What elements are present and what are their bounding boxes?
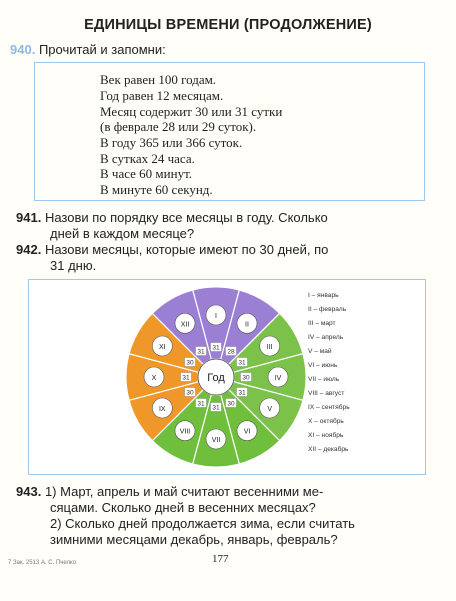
task-line: 1) Март, апрель и май считают весенними ме-: [44, 484, 324, 499]
month-roman-label: IX: [158, 406, 166, 413]
task-number: 942.: [16, 242, 42, 257]
month-roman-label: XII: [180, 321, 190, 329]
legend-item: II – февраль: [308, 306, 347, 313]
legend-item: X – октябрь: [308, 418, 344, 425]
legend-item: I – январь: [308, 292, 339, 299]
month-days-label: 31: [182, 374, 190, 382]
month-days-label: 31: [197, 348, 205, 356]
task-line: Назови по порядку все месяцы в году. Сколько: [44, 210, 328, 225]
rule-line: В сутках 24 часа.: [100, 151, 195, 166]
months-legend: [308, 292, 423, 472]
legend-item: VII – июль: [308, 376, 340, 383]
legend-item: VIII – август: [308, 390, 345, 397]
month-roman-label: IV: [274, 375, 282, 382]
task-number: 940.: [10, 42, 36, 57]
month-roman-label: X: [151, 375, 157, 382]
month-roman-label: XI: [158, 344, 166, 351]
task-line: Назови месяцы, которые имеют по 30 дней, по: [44, 242, 329, 257]
month-roman-label: V: [267, 406, 273, 413]
page-number: 177: [212, 553, 229, 565]
month-days-label: 31: [212, 404, 220, 412]
month-roman-label: VI: [243, 428, 251, 436]
task-942: [16, 242, 328, 257]
wheel-center-label: Год: [207, 372, 225, 384]
rule-line: В часе 60 минут.: [100, 166, 193, 181]
page-title: ЕДИНИЦЫ ВРЕМЕНИ (ПРОДОЛЖЕНИЕ): [84, 17, 372, 33]
rule-line: Год равен 12 месяцам.: [100, 88, 224, 103]
month-days-label: 30: [186, 359, 194, 367]
month-days-label: 31: [238, 359, 246, 367]
legend-item: III – март: [308, 320, 336, 327]
task-line: дней в каждом месяце?: [50, 226, 195, 241]
month-days-label: 31: [238, 389, 246, 397]
month-days-label: 30: [242, 374, 250, 382]
rule-line: В минуте 60 секунд.: [100, 182, 213, 197]
month-roman-label: VII: [211, 437, 221, 444]
month-days-label: 30: [186, 389, 194, 397]
month-days-label: 31: [197, 400, 205, 408]
footer-imprint: 7 Зак. 2513 А. С. Пчелко: [8, 560, 77, 566]
months-figure: [28, 279, 426, 475]
months-wheel: [106, 281, 326, 471]
task-941: [16, 210, 328, 225]
month-roman-label: I: [215, 313, 217, 320]
rule-line: (в феврале 28 или 29 суток).: [100, 119, 257, 134]
legend-item: VI – июнь: [308, 362, 338, 369]
rule-line: Век равен 100 годам.: [100, 72, 217, 87]
month-roman-label: II: [245, 321, 249, 329]
task-text: Прочитай и запомни:: [38, 42, 166, 57]
rule-line: Месяц содержит 30 или 31 сутки: [100, 104, 283, 119]
task-line: зимними месяцами декабрь, январь, февраль?: [50, 532, 338, 547]
legend-item: XI – ноябрь: [308, 432, 344, 439]
month-roman-label: III: [266, 344, 273, 351]
task-line: сяцами. Сколько дней в весенних месяцах?: [50, 500, 316, 515]
legend-item: IV – апрель: [308, 334, 344, 341]
month-days-label: 30: [227, 400, 235, 408]
legend-item: V – май: [308, 348, 332, 355]
month-roman-label: VIII: [179, 428, 191, 436]
task-number: 943.: [16, 484, 42, 499]
task-number: 941.: [16, 210, 42, 225]
task-943: [16, 484, 323, 499]
rule-line: В году 365 или 366 суток.: [100, 135, 243, 150]
task-line: 2) Сколько дней продолжается зима, если считать: [50, 516, 355, 531]
month-days-label: 28: [227, 348, 235, 356]
legend-item: IX – сентябрь: [308, 404, 350, 411]
task-line: 31 дню.: [50, 258, 97, 273]
legend-item: XII – декабрь: [308, 446, 349, 453]
month-days-label: 31: [212, 344, 220, 352]
task-940: [10, 42, 166, 57]
